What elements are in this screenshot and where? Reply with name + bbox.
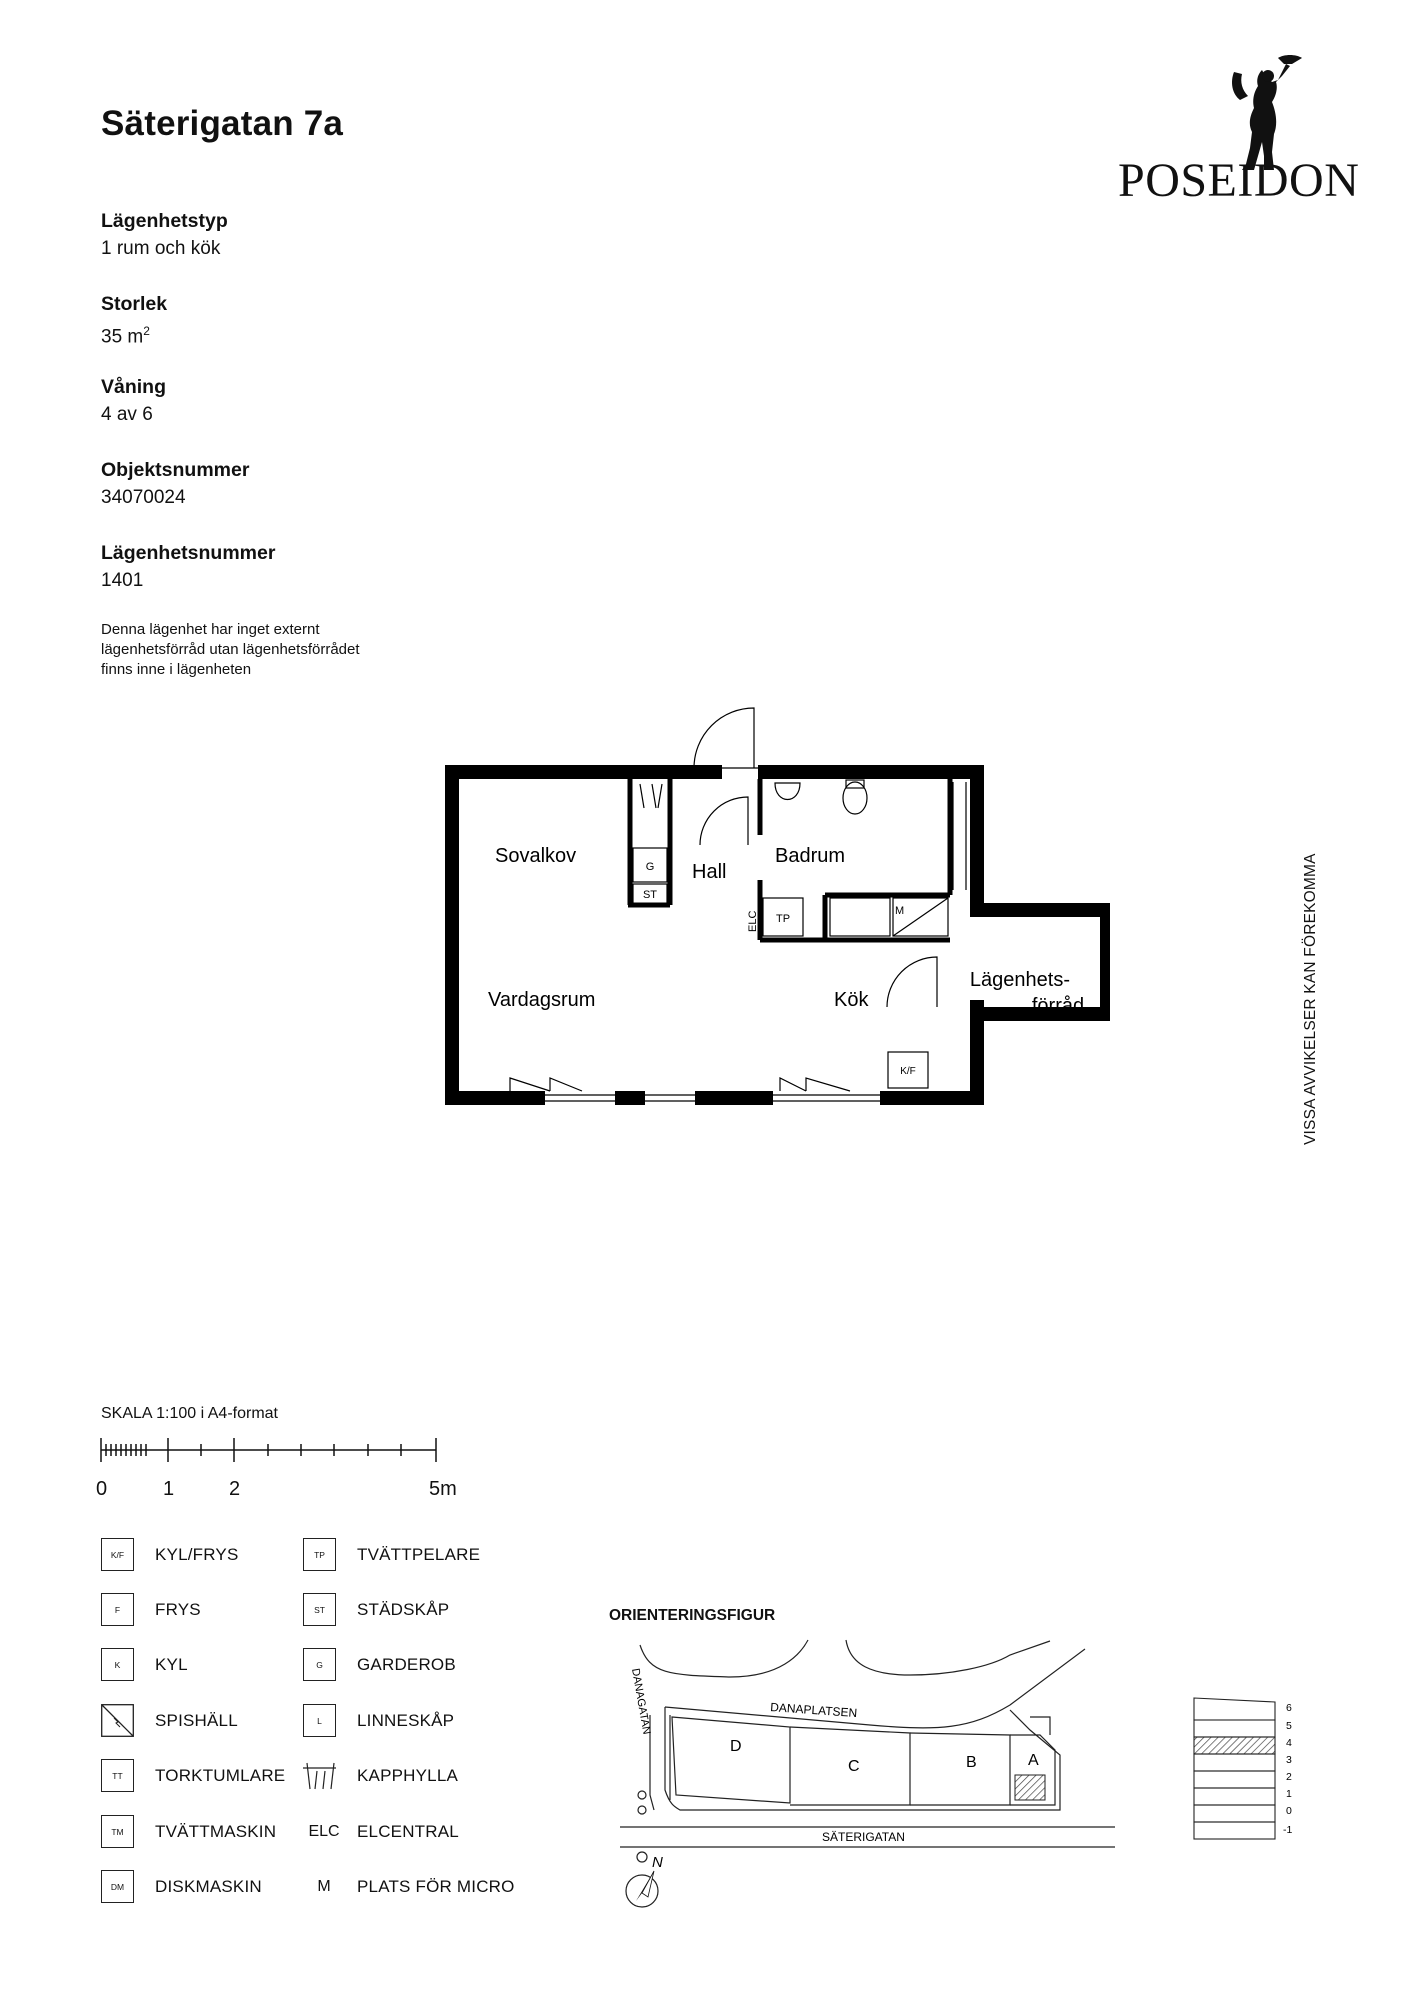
floor-number: 0 <box>1286 1805 1292 1817</box>
legend-code: TM <box>101 1815 134 1848</box>
legend-label: LINNESKÅP <box>357 1711 455 1730</box>
street-label: DANAPLATSEN <box>769 1700 858 1721</box>
floor-number: 5 <box>1286 1720 1292 1732</box>
note-line: lägenhetsförråd utan lägenhetsförrådet <box>101 641 360 658</box>
legend-code: ELC <box>308 1823 340 1840</box>
floor-number: 2 <box>1286 1771 1292 1783</box>
legend-code: K/F <box>101 1538 134 1571</box>
object-number-label: Objektsnummer <box>101 459 250 481</box>
size-value: 35 m <box>101 326 144 348</box>
legend-label: TORKTUMLARE <box>155 1766 286 1785</box>
legend-label: PLATS FÖR MICRO <box>357 1877 515 1896</box>
scale-label: 2 <box>229 1478 241 1500</box>
fixture-label: ST <box>642 889 658 901</box>
scale-title: SKALA 1:100 i A4-format <box>101 1405 278 1422</box>
legend-label: DISKMASKIN <box>155 1877 262 1896</box>
compass-icon <box>626 1871 658 1907</box>
fixture-label: ELC <box>747 910 759 932</box>
apartment-number-value: 1401 <box>101 570 144 591</box>
apartment-number-label: Lägenhetsnummer <box>101 542 276 564</box>
room-label: Sovalkov <box>495 845 577 867</box>
fixture-label: M <box>895 905 905 917</box>
legend-code: ST <box>303 1593 336 1626</box>
legend-label: ELCENTRAL <box>357 1822 459 1841</box>
room-label: Hall <box>692 861 727 883</box>
fixture-label: TP <box>775 913 791 925</box>
scale-label: 5m <box>429 1478 457 1500</box>
building-label: B <box>966 1754 977 1771</box>
disclaimer: VISSA AVVIKELSER KAN FÖREKOMMA <box>1302 853 1319 1145</box>
scale-label: 0 <box>96 1478 108 1500</box>
apartment-number <box>101 540 275 594</box>
floor-number: 4 <box>1286 1737 1292 1749</box>
exterior-walls <box>445 765 1110 1105</box>
floor-label: Våning <box>101 376 167 398</box>
legend-label: KYL <box>155 1655 188 1674</box>
room-label: Vardagsrum <box>488 989 596 1011</box>
apartment-size <box>101 291 167 350</box>
room-label: Badrum <box>775 845 846 867</box>
building-label: D <box>730 1738 742 1755</box>
floor-indicator <box>1180 1690 1300 1850</box>
floor-plan <box>430 700 1110 1120</box>
room-label: Lägenhets- <box>969 969 1070 991</box>
apartment-floor <box>101 374 166 428</box>
legend-label: TVÄTTMASKIN <box>155 1822 277 1841</box>
legend-code: DM <box>101 1870 134 1903</box>
orientation-title: ORIENTERINGSFIGUR <box>609 1607 776 1624</box>
legend-label: GARDEROB <box>357 1655 456 1674</box>
legend-code: K <box>101 1648 134 1681</box>
size-unit-sup: 2 <box>143 324 150 338</box>
legend-label: FRYS <box>155 1600 201 1619</box>
apartment-type-value: 1 rum och kök <box>101 238 221 259</box>
fixture-label: K/F <box>900 1066 916 1077</box>
legend-code: L <box>303 1704 336 1737</box>
scale-label: 1 <box>163 1478 175 1500</box>
object-number <box>101 457 249 511</box>
north-label: N <box>652 1854 663 1871</box>
note-line: finns inne i lägenheten <box>101 661 252 678</box>
floor-number: 6 <box>1286 1702 1292 1714</box>
floor-number: -1 <box>1283 1824 1293 1836</box>
object-number-value: 34070024 <box>101 487 186 508</box>
room-label: Kök <box>834 989 869 1011</box>
legend-label: TVÄTTPELARE <box>357 1545 481 1564</box>
floor-value: 4 av 6 <box>101 404 153 425</box>
street-label: DANAGATAN <box>629 1667 653 1736</box>
legend-code: TT <box>101 1759 134 1792</box>
orientation-map <box>610 1635 1130 1915</box>
street-label: SÄTERIGATAN <box>822 1830 905 1844</box>
legend-code: F <box>101 1593 134 1626</box>
brand-logo: POSEIDON <box>1118 154 1360 207</box>
scale-bar <box>96 1428 446 1472</box>
legend-code: TP <box>303 1538 336 1571</box>
coat-rack-icon <box>303 1759 336 1792</box>
apartment-type <box>101 208 228 262</box>
legend-label: KAPPHYLLA <box>357 1766 459 1785</box>
note-line: Denna lägenhet har inget externt <box>101 621 320 638</box>
hob-icon <box>101 1704 134 1737</box>
floor-number: 3 <box>1286 1754 1292 1766</box>
room-label: förråd <box>1031 995 1085 1017</box>
legend-code: G <box>303 1648 336 1681</box>
fixture-label: G <box>645 861 655 873</box>
legend-code: M <box>317 1878 331 1895</box>
building-label: C <box>848 1758 860 1775</box>
legend-label: STÄDSKÅP <box>357 1600 450 1619</box>
storage-note <box>101 620 441 680</box>
legend-label: SPISHÄLL <box>155 1711 238 1730</box>
size-label: Storlek <box>101 293 168 315</box>
page-title: Säterigatan 7a <box>101 104 344 143</box>
floor-number: 1 <box>1286 1788 1292 1800</box>
building-label: A <box>1028 1752 1039 1769</box>
legend-label: KYL/FRYS <box>155 1545 239 1564</box>
apartment-type-label: Lägenhetstyp <box>101 210 228 232</box>
